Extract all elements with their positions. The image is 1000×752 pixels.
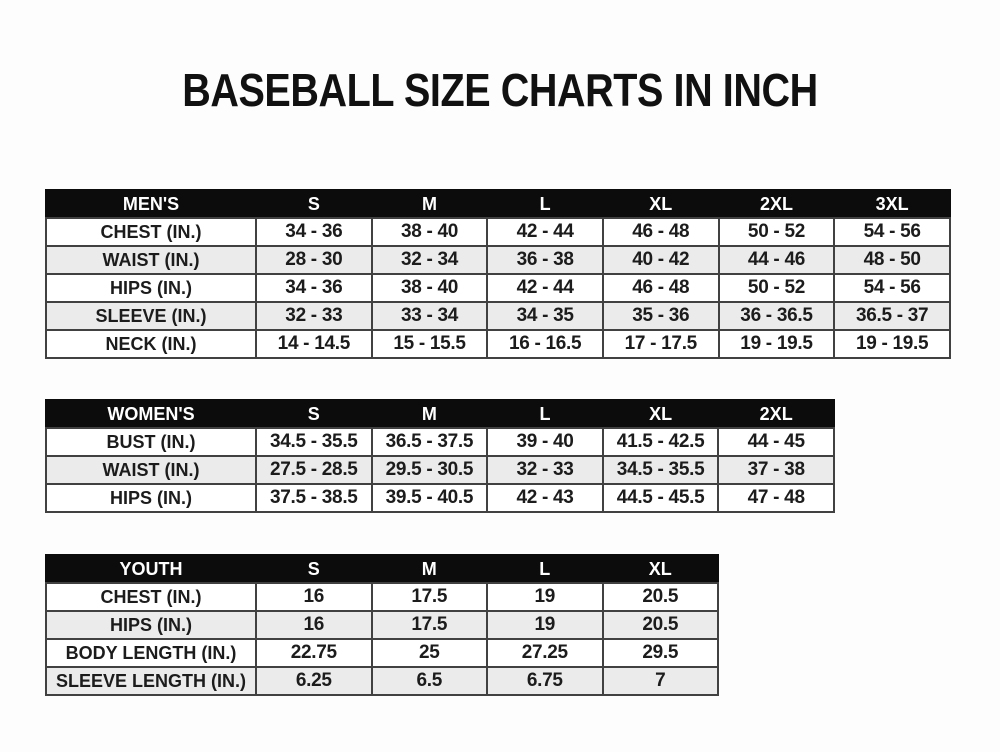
size-value-cell: 15 - 15.5 <box>372 330 488 358</box>
row-label-cell: HIPS (IN.) <box>46 484 256 512</box>
row-label-cell: SLEEVE (IN.) <box>46 302 256 330</box>
size-value-cell: 34 - 36 <box>256 274 372 302</box>
size-value-cell: 50 - 52 <box>719 274 835 302</box>
row-label-cell: WAIST (IN.) <box>46 456 256 484</box>
size-value-cell: 44 - 46 <box>719 246 835 274</box>
size-column-header: 3XL <box>834 190 950 218</box>
size-column-header: 2XL <box>719 190 835 218</box>
size-value-cell: 34.5 - 35.5 <box>256 428 372 456</box>
size-value-cell: 7 <box>603 667 719 695</box>
size-value-cell: 6.25 <box>256 667 372 695</box>
size-value-cell: 36 - 36.5 <box>719 302 835 330</box>
size-table-youth <box>45 554 719 696</box>
row-label-cell: WAIST (IN.) <box>46 246 256 274</box>
size-column-header: S <box>256 555 372 583</box>
table-title-youth: YOUTH <box>46 555 256 583</box>
size-table-mens <box>45 189 951 359</box>
size-value-cell: 33 - 34 <box>372 302 488 330</box>
size-value-cell: 36.5 - 37.5 <box>372 428 488 456</box>
size-value-cell: 50 - 52 <box>719 218 835 246</box>
size-value-cell: 29.5 - 30.5 <box>372 456 488 484</box>
size-value-cell: 32 - 34 <box>372 246 488 274</box>
size-value-cell: 28 - 30 <box>256 246 372 274</box>
table-row <box>46 667 718 695</box>
size-table-header-row <box>46 555 718 583</box>
size-value-cell: 17 - 17.5 <box>603 330 719 358</box>
size-value-cell: 20.5 <box>603 583 719 611</box>
size-column-header: L <box>487 190 603 218</box>
size-column-header: M <box>372 555 488 583</box>
size-value-cell: 41.5 - 42.5 <box>603 428 719 456</box>
size-value-cell: 46 - 48 <box>603 274 719 302</box>
size-column-header: L <box>487 400 603 428</box>
size-value-cell: 34 - 36 <box>256 218 372 246</box>
table-row <box>46 456 834 484</box>
size-value-cell: 54 - 56 <box>834 274 950 302</box>
size-value-cell: 19 - 19.5 <box>719 330 835 358</box>
size-value-cell: 37 - 38 <box>718 456 834 484</box>
row-label-cell: BODY LENGTH (IN.) <box>46 639 256 667</box>
row-label-cell: CHEST (IN.) <box>46 583 256 611</box>
table-row <box>46 330 950 358</box>
size-value-cell: 25 <box>372 639 488 667</box>
table-row <box>46 302 950 330</box>
size-value-cell: 6.5 <box>372 667 488 695</box>
size-value-cell: 38 - 40 <box>372 218 488 246</box>
table-row <box>46 639 718 667</box>
table-row <box>46 274 950 302</box>
size-value-cell: 39.5 - 40.5 <box>372 484 488 512</box>
table-row <box>46 246 950 274</box>
size-value-cell: 37.5 - 38.5 <box>256 484 372 512</box>
size-value-cell: 32 - 33 <box>487 456 603 484</box>
size-value-cell: 38 - 40 <box>372 274 488 302</box>
table-row <box>46 218 950 246</box>
size-column-header: M <box>372 190 488 218</box>
size-value-cell: 19 - 19.5 <box>834 330 950 358</box>
table-title-mens: MEN'S <box>46 190 256 218</box>
size-value-cell: 19 <box>487 611 603 639</box>
size-column-header: M <box>372 400 488 428</box>
row-label-cell: SLEEVE LENGTH (IN.) <box>46 667 256 695</box>
size-value-cell: 48 - 50 <box>834 246 950 274</box>
table-row <box>46 428 834 456</box>
size-value-cell: 54 - 56 <box>834 218 950 246</box>
size-value-cell: 34 - 35 <box>487 302 603 330</box>
size-table-header-row <box>46 400 834 428</box>
size-value-cell: 29.5 <box>603 639 719 667</box>
size-value-cell: 44 - 45 <box>718 428 834 456</box>
row-label-cell: BUST (IN.) <box>46 428 256 456</box>
size-value-cell: 6.75 <box>487 667 603 695</box>
size-column-header: XL <box>603 555 719 583</box>
row-label-cell: HIPS (IN.) <box>46 274 256 302</box>
row-label-cell: CHEST (IN.) <box>46 218 256 246</box>
size-value-cell: 46 - 48 <box>603 218 719 246</box>
size-value-cell: 16 <box>256 583 372 611</box>
size-value-cell: 14 - 14.5 <box>256 330 372 358</box>
page-title: BASEBALL SIZE CHARTS IN INCH <box>182 64 818 116</box>
size-value-cell: 42 - 44 <box>487 218 603 246</box>
table-row <box>46 484 834 512</box>
size-value-cell: 16 <box>256 611 372 639</box>
size-value-cell: 20.5 <box>603 611 719 639</box>
size-value-cell: 47 - 48 <box>718 484 834 512</box>
size-table-header-row <box>46 190 950 218</box>
size-value-cell: 27.5 - 28.5 <box>256 456 372 484</box>
size-value-cell: 16 - 16.5 <box>487 330 603 358</box>
table-row <box>46 583 718 611</box>
size-column-header: 2XL <box>718 400 834 428</box>
table-title-womens: WOMEN'S <box>46 400 256 428</box>
size-column-header: XL <box>603 190 719 218</box>
size-value-cell: 42 - 43 <box>487 484 603 512</box>
size-value-cell: 36 - 38 <box>487 246 603 274</box>
size-value-cell: 22.75 <box>256 639 372 667</box>
row-label-cell: HIPS (IN.) <box>46 611 256 639</box>
size-column-header: S <box>256 400 372 428</box>
size-value-cell: 27.25 <box>487 639 603 667</box>
size-value-cell: 35 - 36 <box>603 302 719 330</box>
size-column-header: L <box>487 555 603 583</box>
size-value-cell: 34.5 - 35.5 <box>603 456 719 484</box>
size-value-cell: 19 <box>487 583 603 611</box>
size-value-cell: 44.5 - 45.5 <box>603 484 719 512</box>
size-value-cell: 36.5 - 37 <box>834 302 950 330</box>
size-value-cell: 17.5 <box>372 583 488 611</box>
size-column-header: XL <box>603 400 719 428</box>
row-label-cell: NECK (IN.) <box>46 330 256 358</box>
table-row <box>46 611 718 639</box>
size-table-womens <box>45 399 835 513</box>
size-value-cell: 17.5 <box>372 611 488 639</box>
size-column-header: S <box>256 190 372 218</box>
size-value-cell: 32 - 33 <box>256 302 372 330</box>
size-value-cell: 42 - 44 <box>487 274 603 302</box>
size-value-cell: 39 - 40 <box>487 428 603 456</box>
size-value-cell: 40 - 42 <box>603 246 719 274</box>
